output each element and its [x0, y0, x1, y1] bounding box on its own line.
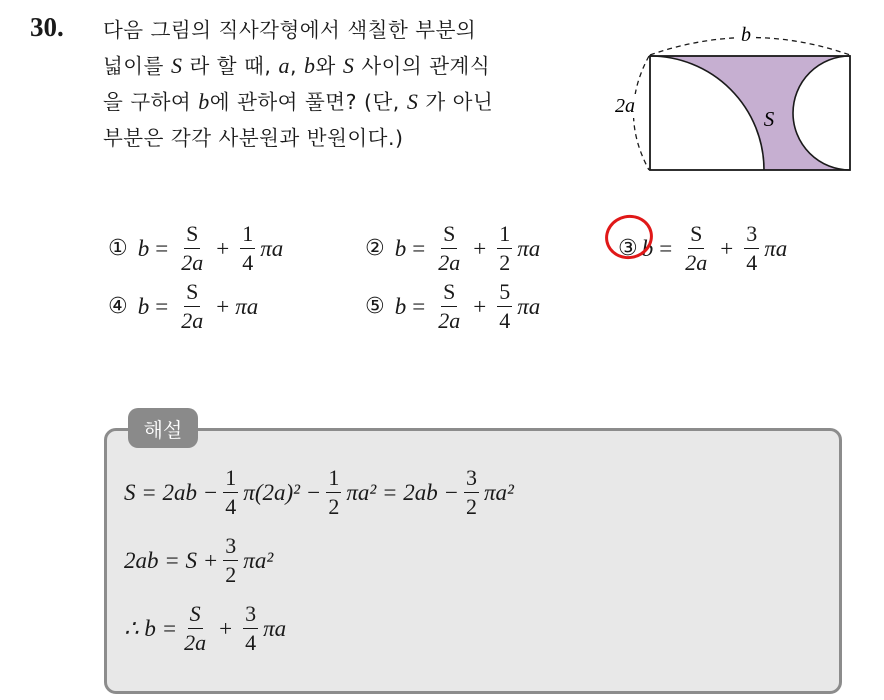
label-2a: 2a [615, 95, 635, 117]
shaded-region [650, 56, 850, 170]
question-line-3: 을 구하여 b에 관하여 풀면? (단, S 가 아닌 [103, 89, 494, 114]
choice-number: ① [108, 236, 128, 261]
fraction: $\frac{3}{2}$ [225, 533, 237, 587]
choice-number: ⑤ [365, 294, 385, 319]
choice-eq: = [659, 235, 673, 261]
fraction: $\frac{3}{4}$ [746, 221, 758, 275]
label-S: S [763, 107, 775, 131]
choice-number: ④ [108, 294, 128, 319]
choice-eq: = [155, 293, 169, 319]
fraction: $\frac{S}{2a}$ [181, 221, 204, 275]
choice-eq: = [412, 235, 426, 261]
choice-1[interactable] [108, 222, 283, 275]
fraction: $\frac{S}{2a}$ [181, 279, 204, 333]
fraction: $\frac{S}{2a}$ [184, 601, 207, 655]
choice-lhs: b [137, 293, 150, 319]
choice-lhs: b [137, 235, 150, 261]
choice-4[interactable] [108, 280, 258, 333]
fraction: $\frac{1}{2}$ [499, 221, 511, 275]
choice-plus: + [473, 293, 487, 319]
choice-eq: = [155, 235, 169, 261]
choice-lhs: b [394, 235, 407, 261]
fraction: $\frac{S}{2a}$ [438, 221, 461, 275]
fraction: $\frac{3}{4}$ [245, 601, 257, 655]
fraction: $\frac{1}{2}$ [328, 465, 340, 519]
fraction: $\frac{5}{4}$ [499, 279, 511, 333]
choice-2[interactable] [365, 222, 540, 275]
question-number: 30. [30, 12, 64, 42]
fraction: $\frac{3}{2}$ [466, 465, 478, 519]
choice-tail: πa [235, 293, 259, 319]
question-line-2: 넓이를 S 라 할 때, a, b와 S 사이의 관계식 [103, 53, 491, 78]
fraction: $\frac{S}{2a}$ [685, 221, 708, 275]
solution-tag: 해설 [128, 408, 198, 448]
choice-number: ② [365, 236, 385, 261]
question-line-4: 부분은 각각 사분원과 반원이다.) [103, 126, 404, 150]
fraction: $\frac{1}{4}$ [225, 465, 237, 519]
choice-plus: + [473, 235, 487, 261]
label-b: b [741, 24, 751, 46]
choice-plus: + [720, 235, 734, 261]
choice-tail: πa [517, 293, 541, 319]
question-line-1: 다음 그림의 직사각형에서 색칠한 부분의 [103, 18, 477, 42]
solution-line-1: S = 2ab − $\frac{1}{4}$ π(2a)² − $\frac{1}{2}$ πa² = 2ab − $\frac{3}{2}$ πa² [124, 465, 514, 519]
choice-3[interactable] [618, 222, 787, 275]
solution-line-2: 2ab = S + $\frac{3}{2}$ πa² [124, 533, 274, 587]
question-text [103, 12, 583, 156]
choice-tail: πa [517, 235, 541, 261]
choice-number: ③ [618, 236, 638, 261]
fraction: $\frac{1}{4}$ [242, 221, 254, 275]
fraction: $\frac{S}{2a}$ [438, 279, 461, 333]
choice-lhs: b [641, 235, 654, 261]
choice-tail: πa [260, 235, 284, 261]
rectangle-figure [608, 22, 858, 182]
choice-eq: = [412, 293, 426, 319]
choice-5[interactable] [365, 280, 540, 333]
solution-line-3: ∴ b = $\frac{S}{2a}$ + $\frac{3}{4}$ πa [124, 601, 287, 655]
choice-lhs: b [394, 293, 407, 319]
choice-tail: πa [764, 235, 788, 261]
choice-plus: + [216, 235, 230, 261]
choice-plus: + [216, 293, 230, 319]
